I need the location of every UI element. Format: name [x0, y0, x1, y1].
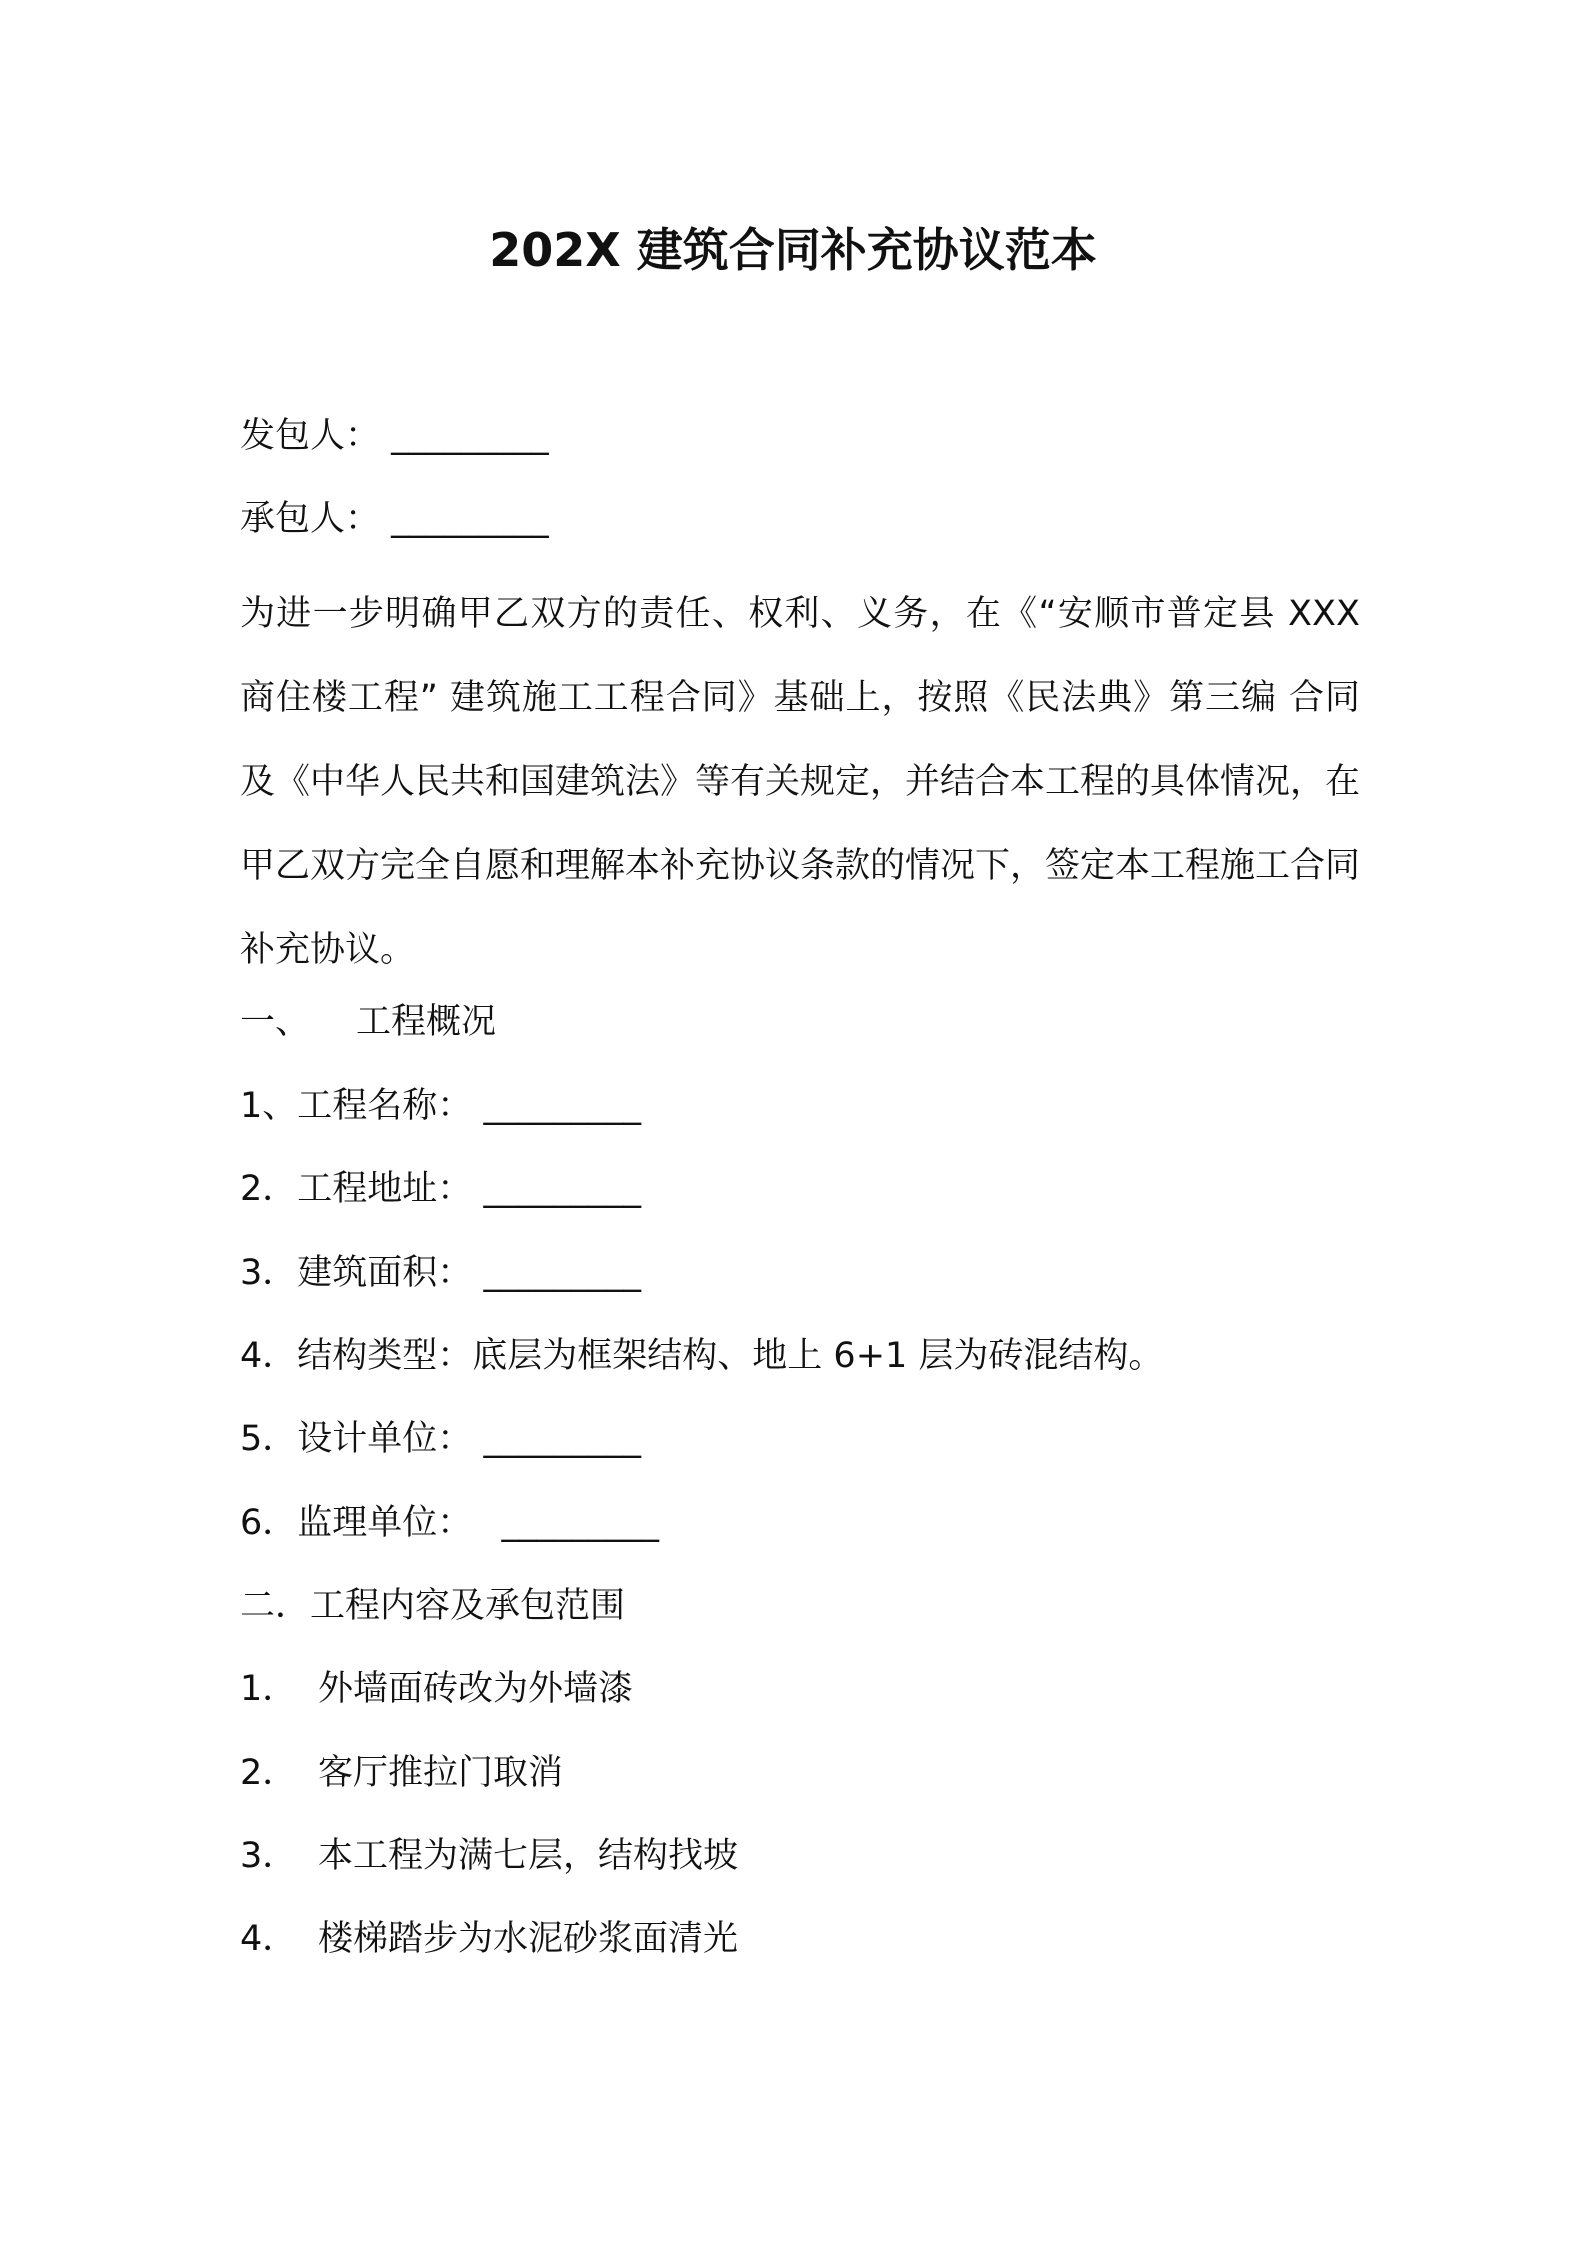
item-label: 结构类型：	[297, 1336, 473, 1376]
section2-item-4	[240, 1915, 738, 1963]
section1-item-6	[240, 1499, 659, 1547]
item-number: 5．	[240, 1419, 298, 1459]
section1-heading	[240, 998, 496, 1046]
contractor-blank: _________	[391, 499, 549, 539]
section1-title: 工程概况	[356, 1002, 497, 1042]
section1-item-5	[240, 1415, 641, 1463]
section1-item-3	[240, 1249, 641, 1297]
item-value: 底层为框架结构、地上 6+1 层为砖混结构。	[472, 1336, 1164, 1376]
item-text: 楼梯踏步为水泥砂浆面清光	[318, 1919, 739, 1959]
section1-item-2	[240, 1165, 641, 1213]
contractor-line	[240, 495, 549, 543]
item-value: _________	[483, 1086, 641, 1126]
item-value: _________	[483, 1169, 641, 1209]
item-number: 3．	[240, 1253, 298, 1293]
intro-paragraph: 为进一步明确甲乙双方的责任、权利、义务，在《“安顺市普定县 XXX 商住楼工程” 建筑施工工程合同》基础上，按照《民法典》第三编 合同及《中华人民共和国建筑法》等有关规定，并结合本工程的具体情况，在甲乙双方完全自愿和理解本补充协议条款的情况下，签定本工程施工合同补充协议。	[240, 594, 1361, 970]
item-number: 2．	[240, 1169, 298, 1209]
item-number: 3．	[240, 1836, 298, 1876]
section1-item-4	[240, 1332, 1163, 1380]
item-label: 建筑面积：	[297, 1253, 473, 1293]
contractor-label: 承包人：	[240, 499, 381, 539]
item-number: 1、	[240, 1086, 298, 1126]
section2-title: 工程内容及承包范围	[310, 1586, 626, 1626]
item-number: 6．	[240, 1503, 298, 1543]
item-value: _________	[483, 1419, 641, 1459]
item-text: 外墙面砖改为外墙漆	[318, 1669, 634, 1709]
item-number: 4．	[240, 1336, 298, 1376]
item-label: 设计单位：	[297, 1419, 473, 1459]
document-title: 202X 建筑合同补充协议范本	[489, 223, 1097, 277]
item-label: 工程地址：	[297, 1169, 473, 1209]
employer-line	[240, 412, 549, 460]
section2-number: 二．	[240, 1586, 311, 1626]
employer-label: 发包人：	[240, 416, 381, 456]
employer-blank: _________	[391, 416, 549, 456]
item-label: 监理单位：	[297, 1503, 473, 1543]
item-number: 2．	[240, 1753, 298, 1793]
section2-heading	[240, 1582, 625, 1630]
item-label: 工程名称：	[297, 1086, 473, 1126]
item-text: 客厅推拉门取消	[318, 1753, 564, 1793]
item-text: 本工程为满七层，结构找坡	[318, 1836, 739, 1876]
section2-item-2	[240, 1749, 563, 1797]
item-value: _________	[483, 1253, 641, 1293]
section1-number: 一、	[240, 1002, 311, 1042]
item-number: 1．	[240, 1669, 298, 1709]
section2-item-3	[240, 1832, 738, 1880]
section2-item-1	[240, 1665, 633, 1713]
item-number: 4．	[240, 1919, 298, 1959]
item-value: _________	[501, 1503, 659, 1543]
section1-item-1	[240, 1082, 641, 1130]
